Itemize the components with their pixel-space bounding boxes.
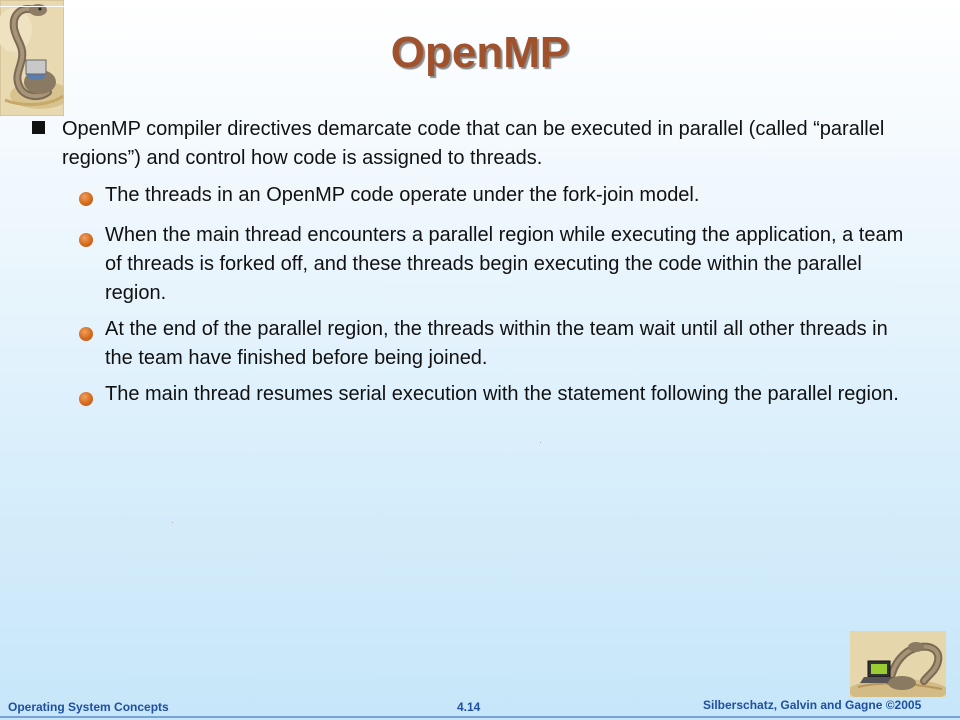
round-bullet-icon — [79, 392, 93, 406]
round-bullet-icon — [79, 233, 93, 247]
slide-title: OpenMP — [390, 28, 570, 77]
speck — [172, 522, 173, 523]
footer-page-number: 4.14 — [457, 700, 481, 714]
subbullet-text: The threads in an OpenMP code operate under the fork-join model. — [105, 184, 700, 206]
subbullet-text: At the end of the parallel region, the threads within the team wait until all other threads in the team have finished before being joined. — [105, 318, 888, 369]
round-bullet-icon — [79, 327, 93, 341]
footer-copyright: Silberschatz, Galvin and Gagne ©2005 — [703, 698, 922, 712]
header-rule — [0, 6, 960, 7]
footer-rule — [0, 716, 960, 718]
subbullet-text: The main thread resumes serial execution with the statement following the parallel region. — [105, 383, 899, 405]
round-bullet-icon — [79, 192, 93, 206]
footer-book-title: Operating System Concepts — [8, 700, 169, 714]
square-bullet-icon — [32, 121, 45, 134]
dinosaur-laptop-icon — [850, 631, 946, 697]
speck — [540, 442, 541, 443]
main-bullet-text: OpenMP compiler directives demarcate code that can be executed in parallel (called “parallel regions”) and control how code is assigned to threads. — [62, 118, 885, 169]
subbullet-text: When the main thread encounters a parallel region while executing the application, a team of threads is forked off, and these threads begin executing the code within the parallel region. — [105, 224, 904, 304]
